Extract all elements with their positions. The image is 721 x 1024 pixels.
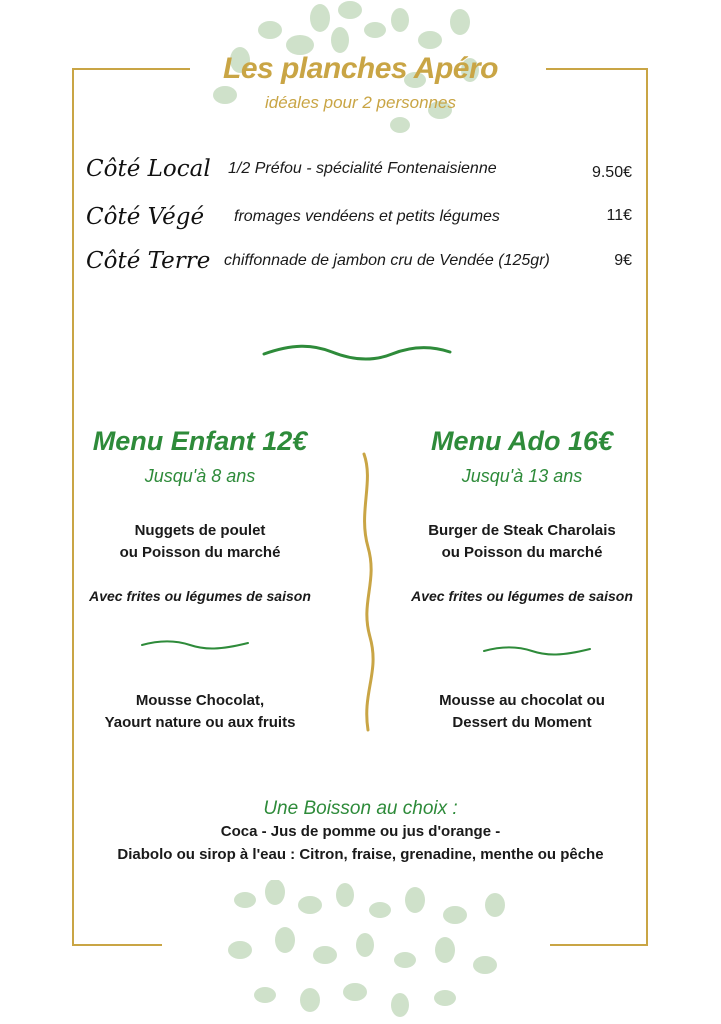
planche-description-terre: chiffonnade de jambon cru de Vendée (125gr) [224,252,550,269]
menu-enfant-dessert-line2: Yaourt nature ou aux fruits [104,714,296,731]
menu-enfant-side: Avec frites ou légumes de saison [89,588,311,604]
planche-description-vege: fromages vendéens et petits légumes [234,208,500,225]
drinks-line1: Coca - Jus de pomme ou jus d'orange - [220,823,501,840]
planche-price-vege: 11€ [606,207,632,224]
menu-enfant-dessert-line1: Mousse Chocolat, [135,692,265,709]
planche-name-terre: Côté Terre [86,248,211,274]
menu-ado-title: Menu Ado 16€ [430,426,614,456]
menu-enfant-main-line2: ou Poisson du marché [119,544,281,561]
menu-ado-dessert-line2: Dessert du Moment [452,714,592,731]
wave-divider-enfant [140,638,250,652]
leaf-decoration-bottom [215,880,535,1024]
frame-bottom-right-border [550,944,648,946]
drinks-title: Une Boisson au choix : [263,798,458,819]
wave-divider-ado [482,644,592,658]
page-title: Les planches Apéro [223,52,498,85]
menu-enfant-age: Jusqu'à 8 ans [144,466,256,486]
menu-ado-dessert-line1: Mousse au chocolat ou [439,692,605,709]
page-subtitle: idéales pour 2 personnes [265,93,456,112]
planche-name-vege: Côté Végé [86,204,205,230]
menu-ado-main-line2: ou Poisson du marché [441,544,603,561]
drinks-line2: Diabolo ou sirop à l'eau : Citron, fraise, grenadine, menthe ou pêche [117,846,604,863]
planche-price-local: 9.50€ [591,164,632,181]
menu-ado-main-line1: Burger de Steak Charolais [428,522,616,539]
menu-ado-side: Avec frites ou légumes de saison [411,588,633,604]
planche-name-local: Côté Local [86,156,211,182]
gold-vertical-divider [352,452,382,732]
menu-enfant-main-line1: Nuggets de poulet [134,522,266,539]
frame-bottom-left-border [72,944,162,946]
planche-price-terre: 9€ [614,252,632,269]
wave-divider-top [262,344,452,364]
planche-description-local: 1/2 Préfou - spécialité Fontenaisienne [228,160,497,177]
menu-enfant-title: Menu Enfant 12€ [92,426,308,456]
menu-ado-age: Jusqu'à 13 ans [461,466,583,486]
